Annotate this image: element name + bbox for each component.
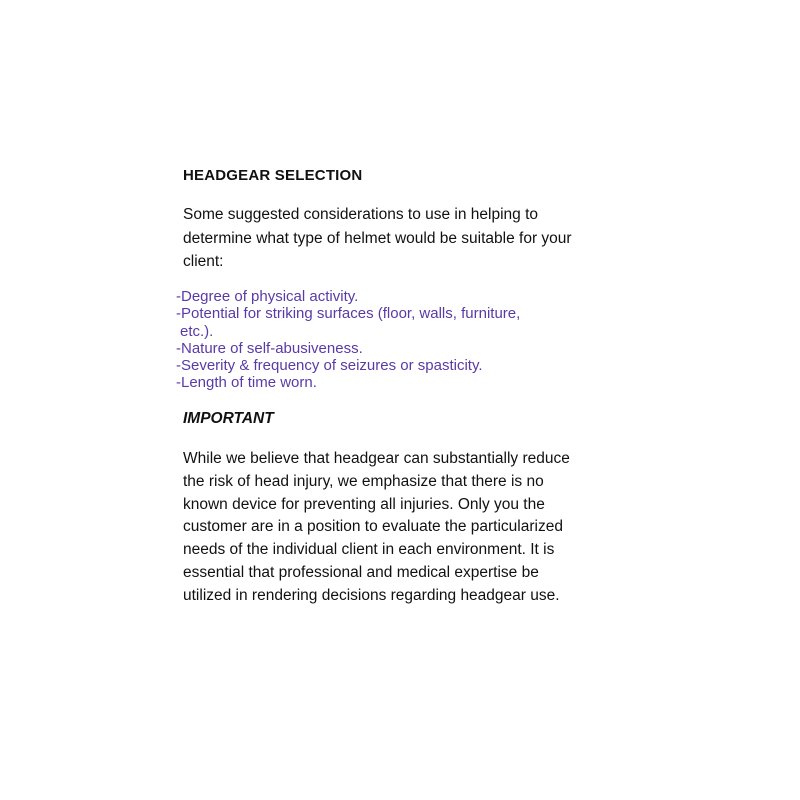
- list-item-text: -Severity & frequency of seizures or spasticity.: [176, 357, 483, 375]
- list-item: [176, 305, 596, 340]
- intro-line: client:: [183, 253, 224, 270]
- intro-paragraph: [183, 203, 603, 274]
- disclaimer-line: utilized in rendering decisions regarding headgear use.: [183, 586, 560, 604]
- page-title: HEADGEAR SELECTION: [183, 167, 363, 184]
- list-item: [176, 340, 596, 357]
- disclaimer-line: the risk of head injury, we emphasize that there is no: [183, 472, 544, 490]
- disclaimer-line: While we believe that headgear can substantially reduce: [183, 450, 570, 467]
- intro-line: Some suggested considerations to use in helping to: [183, 206, 539, 223]
- intro-line: determine what type of helmet would be suitable for your: [183, 229, 572, 247]
- list-item: [176, 357, 596, 374]
- disclaimer-line: essential that professional and medical expertise be: [183, 563, 539, 581]
- list-item: [176, 374, 596, 391]
- disclaimer-paragraph: [183, 448, 583, 608]
- disclaimer-line: customer are in a position to evaluate the particularized: [183, 518, 563, 536]
- list-item-text: -Degree of physical activity.: [176, 288, 359, 305]
- list-item: [176, 288, 596, 305]
- considerations-list: [176, 288, 596, 392]
- list-item-text: -Potential for striking surfaces (floor, walls, furniture,: [176, 305, 521, 323]
- list-item-text: -Nature of self-abusiveness.: [176, 339, 363, 357]
- list-item-text: -Length of time worn.: [176, 374, 317, 392]
- disclaimer-line: known device for preventing all injuries. Only you the: [183, 495, 545, 513]
- list-item-continuation: etc.).: [180, 322, 214, 340]
- important-heading: IMPORTANT: [183, 410, 274, 427]
- disclaimer-line: needs of the individual client in each environment. It is: [183, 541, 555, 559]
